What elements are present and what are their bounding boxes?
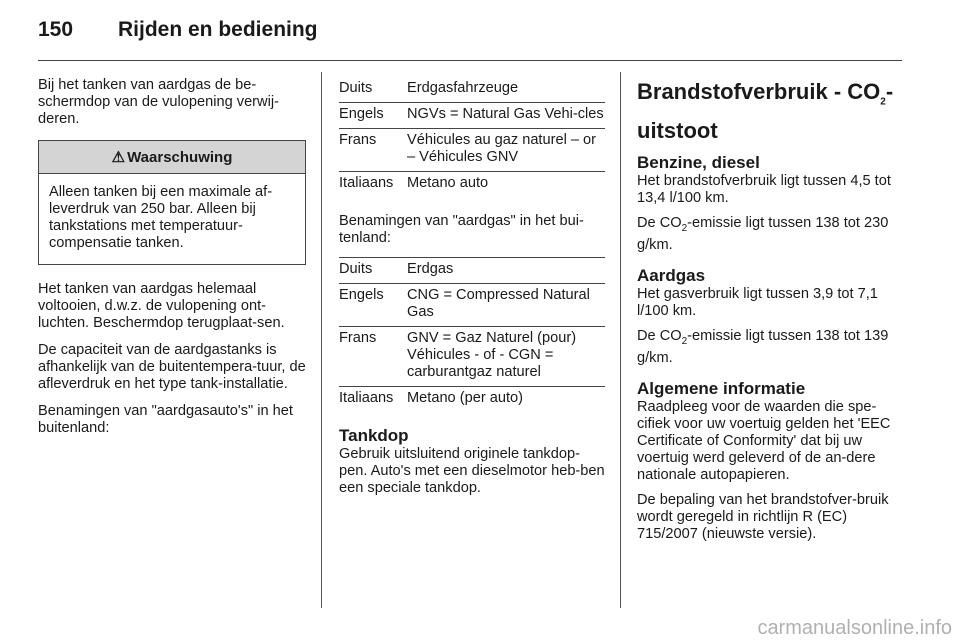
language-cell: Frans bbox=[339, 132, 377, 148]
table-row bbox=[339, 258, 605, 284]
subscript: 2 bbox=[681, 336, 688, 348]
paragraph: Het tanken van aardgas helemaal voltooien, d.w.z. de vulopening ont-luchten. Beschermdop terugplaat-sen. bbox=[38, 281, 285, 331]
text-part: -emissie ligt tussen 138 tot 139 g/km. bbox=[637, 328, 889, 367]
warning-title: Waarschuwing bbox=[127, 149, 233, 166]
paragraph: De bepaling van het brandstofver-bruik wordt geregeld in richtlijn R (EC) 715/2007 (nieuwste versie). bbox=[637, 492, 889, 543]
table-row bbox=[339, 77, 605, 103]
table-row bbox=[339, 327, 605, 387]
warning-text: Alleen tanken bij een maximale af-leverdruk van 250 bar. Alleen bij tankstations met temperatuur-compensatie tanken. bbox=[49, 184, 273, 251]
warning-header bbox=[39, 141, 305, 174]
name-cell: Erdgasfahrzeuge bbox=[407, 80, 519, 96]
page-number: 150 bbox=[38, 18, 74, 41]
paragraph: Gebruik uitsluitend originele tankdop-pen. Auto's met een dieselmotor heb-ben een speciale tankdop. bbox=[339, 446, 605, 496]
column-divider-1 bbox=[321, 72, 322, 608]
intro-paragraph: Bij het tanken van aardgas de be-schermdop van de vulopening verwij-deren. bbox=[38, 77, 279, 127]
text-part: De CO bbox=[637, 328, 682, 345]
text-part: De CO bbox=[637, 215, 682, 232]
column-divider-2 bbox=[620, 72, 621, 608]
table-row bbox=[339, 172, 605, 197]
table-row bbox=[339, 129, 605, 172]
name-cell: Véhicules au gaz naturel – or – Véhicules GNV bbox=[407, 132, 597, 165]
name-cell: NGVs = Natural Gas Vehi-cles bbox=[407, 106, 604, 122]
watermark: carmanualsonline.info bbox=[757, 617, 952, 639]
name-cell: CNG = Compressed Natural Gas bbox=[407, 287, 590, 320]
warning-box bbox=[38, 140, 306, 265]
column-1 bbox=[38, 77, 306, 447]
section-heading: Algemene informatie bbox=[637, 379, 806, 399]
text-part: -emissie ligt tussen 138 tot 230 g/km. bbox=[637, 215, 889, 254]
section-heading: Aardgas bbox=[637, 266, 706, 286]
paragraph: Benamingen van "aardgas" in het bui-tenland: bbox=[339, 213, 584, 246]
name-cell: Erdgas bbox=[407, 261, 454, 277]
title-part: Brandstofverbruik - CO bbox=[637, 79, 881, 104]
language-cell: Duits bbox=[339, 261, 373, 277]
name-cell: GNV = Gaz Naturel (pour) Véhicules - of - CGN = carburantgaz naturel bbox=[407, 330, 577, 380]
table-row bbox=[339, 103, 605, 129]
column-2 bbox=[339, 77, 605, 507]
name-cell: Metano (per auto) bbox=[407, 390, 524, 406]
warning-triangle-icon: ⚠ bbox=[111, 149, 126, 166]
paragraph: De capaciteit van de aardgastanks is afhankelijk van de buitentempera-tuur, de afleverdruk en het type tank-installatie. bbox=[38, 342, 306, 392]
language-cell: Frans bbox=[339, 330, 377, 346]
section-heading: Benzine, diesel bbox=[637, 153, 760, 173]
vehicle-names-table bbox=[339, 77, 605, 197]
name-cell: Metano auto bbox=[407, 175, 489, 191]
language-cell: Engels bbox=[339, 287, 384, 303]
paragraph: Benamingen van "aardgasauto's" in het buitenland: bbox=[38, 403, 293, 436]
title-part: -uitstoot bbox=[637, 79, 894, 144]
paragraph: Raadpleeg voor de waarden die spe-cifiek voor uw voertuig gelden het 'EEC Certificate of Conformity' dat bij uw voertuig werd geleverd of de an-dere nationale autopapieren. bbox=[637, 399, 891, 484]
language-cell: Italiaans bbox=[339, 390, 394, 406]
paragraph: Het brandstofverbruik ligt tussen 4,5 tot 13,4 l/100 km. bbox=[637, 173, 891, 207]
title-subscript: 2 bbox=[880, 96, 886, 108]
gas-names-table bbox=[339, 257, 605, 412]
table-row bbox=[339, 387, 605, 412]
language-cell: Duits bbox=[339, 80, 373, 96]
section-title bbox=[637, 77, 903, 145]
paragraph bbox=[637, 328, 903, 367]
header-rule bbox=[38, 60, 902, 61]
section-heading: Tankdop bbox=[339, 426, 409, 445]
chapter-title: Rijden en bediening bbox=[118, 18, 318, 41]
paragraph: Het gasverbruik ligt tussen 3,9 tot 7,1 l/100 km. bbox=[637, 286, 878, 320]
column-3 bbox=[637, 77, 903, 551]
table-row bbox=[339, 284, 605, 327]
language-cell: Engels bbox=[339, 106, 384, 122]
subscript: 2 bbox=[681, 223, 688, 235]
language-cell: Italiaans bbox=[339, 175, 394, 191]
paragraph bbox=[637, 215, 903, 254]
